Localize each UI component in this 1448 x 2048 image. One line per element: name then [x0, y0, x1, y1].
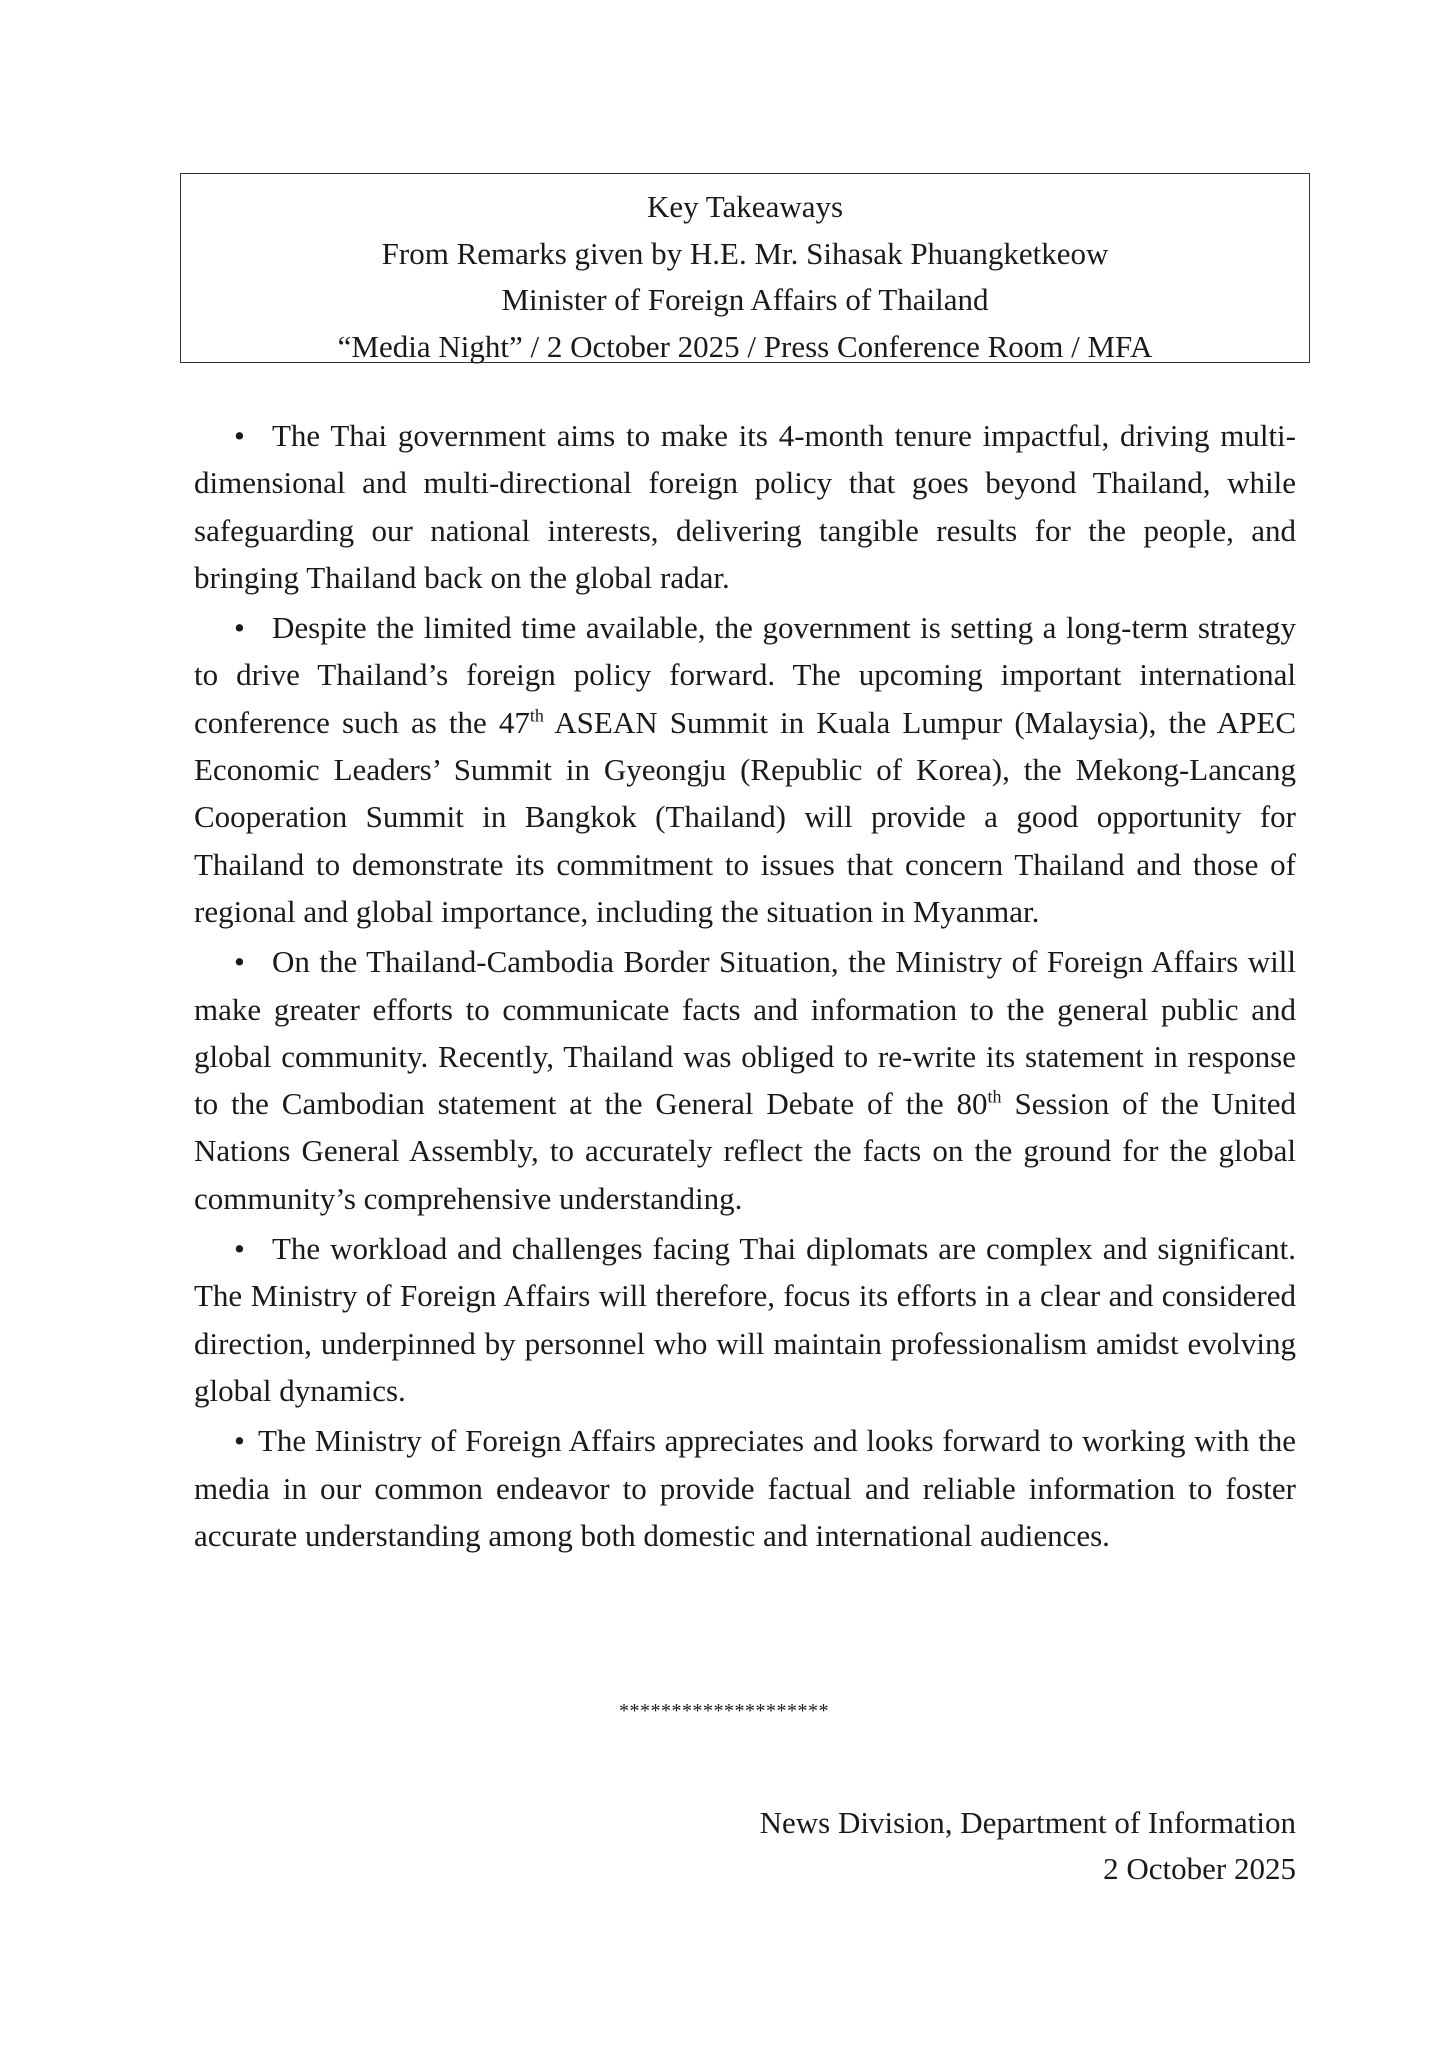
doc-subtitle: From Remarks given by H.E. Mr. Sihasak Phuangketkeow: [381, 235, 1109, 271]
bullet-icon: •: [234, 944, 245, 980]
takeaway-item: [194, 1417, 1296, 1559]
ordinal-suffix: th: [529, 705, 544, 726]
takeaway-item: [194, 604, 1296, 935]
takeaway-text: ASEAN Summit in Kuala Lumpur (Malaysia), the APEC Economic Leaders’ Summit in Gyeongju (Republic of Korea), the Mekong-Lancang Cooperation Summit in Bangkok (Thailand) will provide a good opportunity for Thailand to demonstrate its commitment to issues that concern Thailand and those of regional and global importance, including the situation in Myanmar.: [194, 704, 1296, 929]
doc-minister-title: Minister of Foreign Affairs of Thailand: [501, 282, 989, 317]
takeaway-item: [194, 938, 1296, 1222]
bullet-icon: •: [234, 1231, 245, 1267]
bullet-icon: •: [234, 418, 245, 453]
takeaway-text: Despite the limited time available, the government is setting a long-term strategy to drive Thailand’s foreign policy forward. The upcoming important international conference such as the 47: [194, 610, 1296, 740]
takeaway-text: The Ministry of Foreign Affairs appreciates and looks forward to working with the media in our common endeavor to provide factual and reliable information to foster accurate understanding among both domestic and international audiences.: [194, 1423, 1296, 1553]
ordinal-suffix: th: [987, 1086, 1002, 1107]
takeaway-item: [194, 412, 1296, 601]
takeaways-list: [194, 412, 1296, 1562]
takeaway-text: The Thai government aims to make its 4-month tenure impactful, driving multi-dimensional and multi-directional foreign policy that goes beyond Thailand, while safeguarding our national interests, delivering tangible results for the people, and bringing Thailand back on the global radar.: [194, 418, 1296, 595]
doc-title: Key Takeaways: [646, 189, 844, 224]
doc-event-line: “Media Night” / 2 October 2025 / Press Conference Room / MFA: [337, 328, 1153, 364]
separator-stars: ********************: [619, 1700, 829, 1722]
takeaway-item: [194, 1225, 1296, 1414]
issuing-division: News Division, Department of Information: [759, 1805, 1296, 1840]
signature-block: [760, 1800, 1296, 1892]
bullet-icon: •: [234, 1423, 245, 1459]
takeaway-text: Session of the United Nations General Assembly, to accurately reflect the facts on the ground for the global community’s comprehensive understanding.: [194, 1086, 1296, 1216]
issue-date: 2 October 2025: [1103, 1851, 1296, 1886]
header-box: [180, 173, 1310, 363]
takeaway-text: On the Thailand-Cambodia Border Situation, the Ministry of Foreign Affairs will make greater efforts to communicate facts and information to the general public and global community. Recently, Thailand was obliged to re-write its statement in response to the Cambodian statement at the General Debate of the 80: [194, 944, 1296, 1122]
bullet-icon: •: [234, 610, 245, 646]
takeaway-text: The workload and challenges facing Thai diplomats are complex and significant. The Ministry of Foreign Affairs will therefore, focus its efforts in a clear and considered direction, underpinned by personnel who will maintain professionalism amidst evolving global dynamics.: [194, 1231, 1296, 1408]
